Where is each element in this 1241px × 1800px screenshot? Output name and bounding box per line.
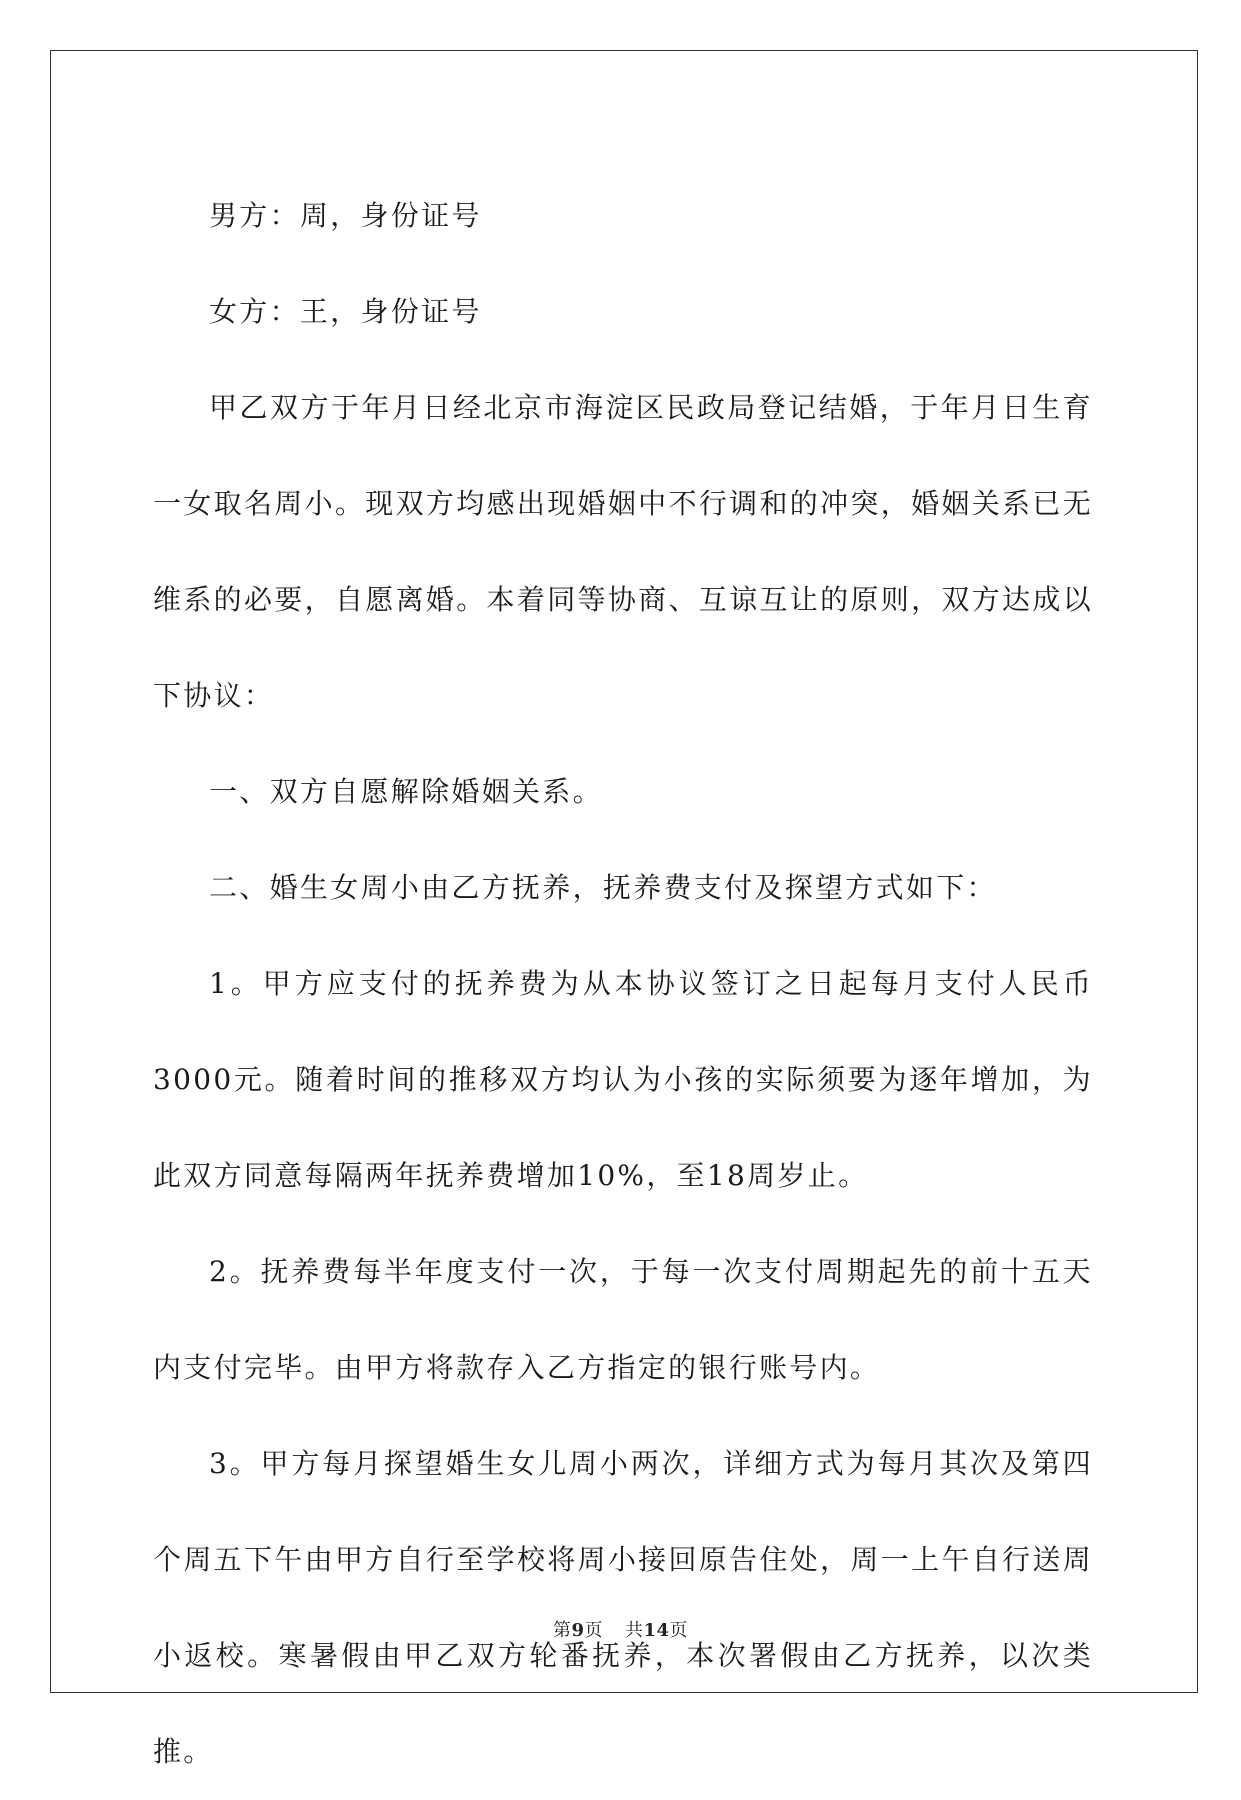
- page-suffix: 页: [584, 1620, 603, 1641]
- party-female-line: 女方：王，身份证号: [209, 295, 482, 328]
- subclause-2: 2。抚养费每半年度支付一次，于每一次支付周期起先的前十五天内支付完毕。由甲方将款存入乙方指定的银行账号内。: [153, 1255, 1093, 1384]
- total-suffix: 页: [669, 1620, 689, 1641]
- subclause-1: 1。甲方应支付的抚养费为从本协议签订之日起每月支付人民币3000元。随着时间的推移双方均认为小孩的实际须要为逐年增加，为此双方同意每隔两年抚养费增加10%，至18周岁止。: [153, 967, 1093, 1192]
- total-prefix: 共: [624, 1620, 644, 1641]
- page-prefix: 第: [552, 1620, 572, 1641]
- page-footer: [0, 1616, 1241, 1642]
- page-current-number: 9: [571, 1620, 585, 1641]
- party-male-line: 男方：周，身份证号: [209, 199, 482, 232]
- subclause-3: 3。甲方每月探望婚生女儿周小两次，详细方式为每月其次及第四个周五下午由甲方自行至学校将周小接回原告住处，周一上午自行送周小返校。寒暑假由甲乙双方轮番抚养，本次署假由乙方抚养，以次类推。: [153, 1447, 1093, 1768]
- document-body: [153, 168, 1093, 1800]
- page-total-number: 14: [643, 1620, 670, 1641]
- preamble-paragraph: 甲乙双方于年月日经北京市海淀区民政局登记结婚，于年月日生育一女取名周小。现双方均感出现婚姻中不行调和的冲突，婚姻关系已无维系的必要，自愿离婚。本着同等协商、互谅互让的原则，双方达成以下协议：: [153, 391, 1093, 712]
- clause-two: 二、婚生女周小由乙方抚养，抚养费支付及探望方式如下：: [209, 871, 997, 904]
- clause-one: 一、双方自愿解除婚姻关系。: [209, 775, 603, 808]
